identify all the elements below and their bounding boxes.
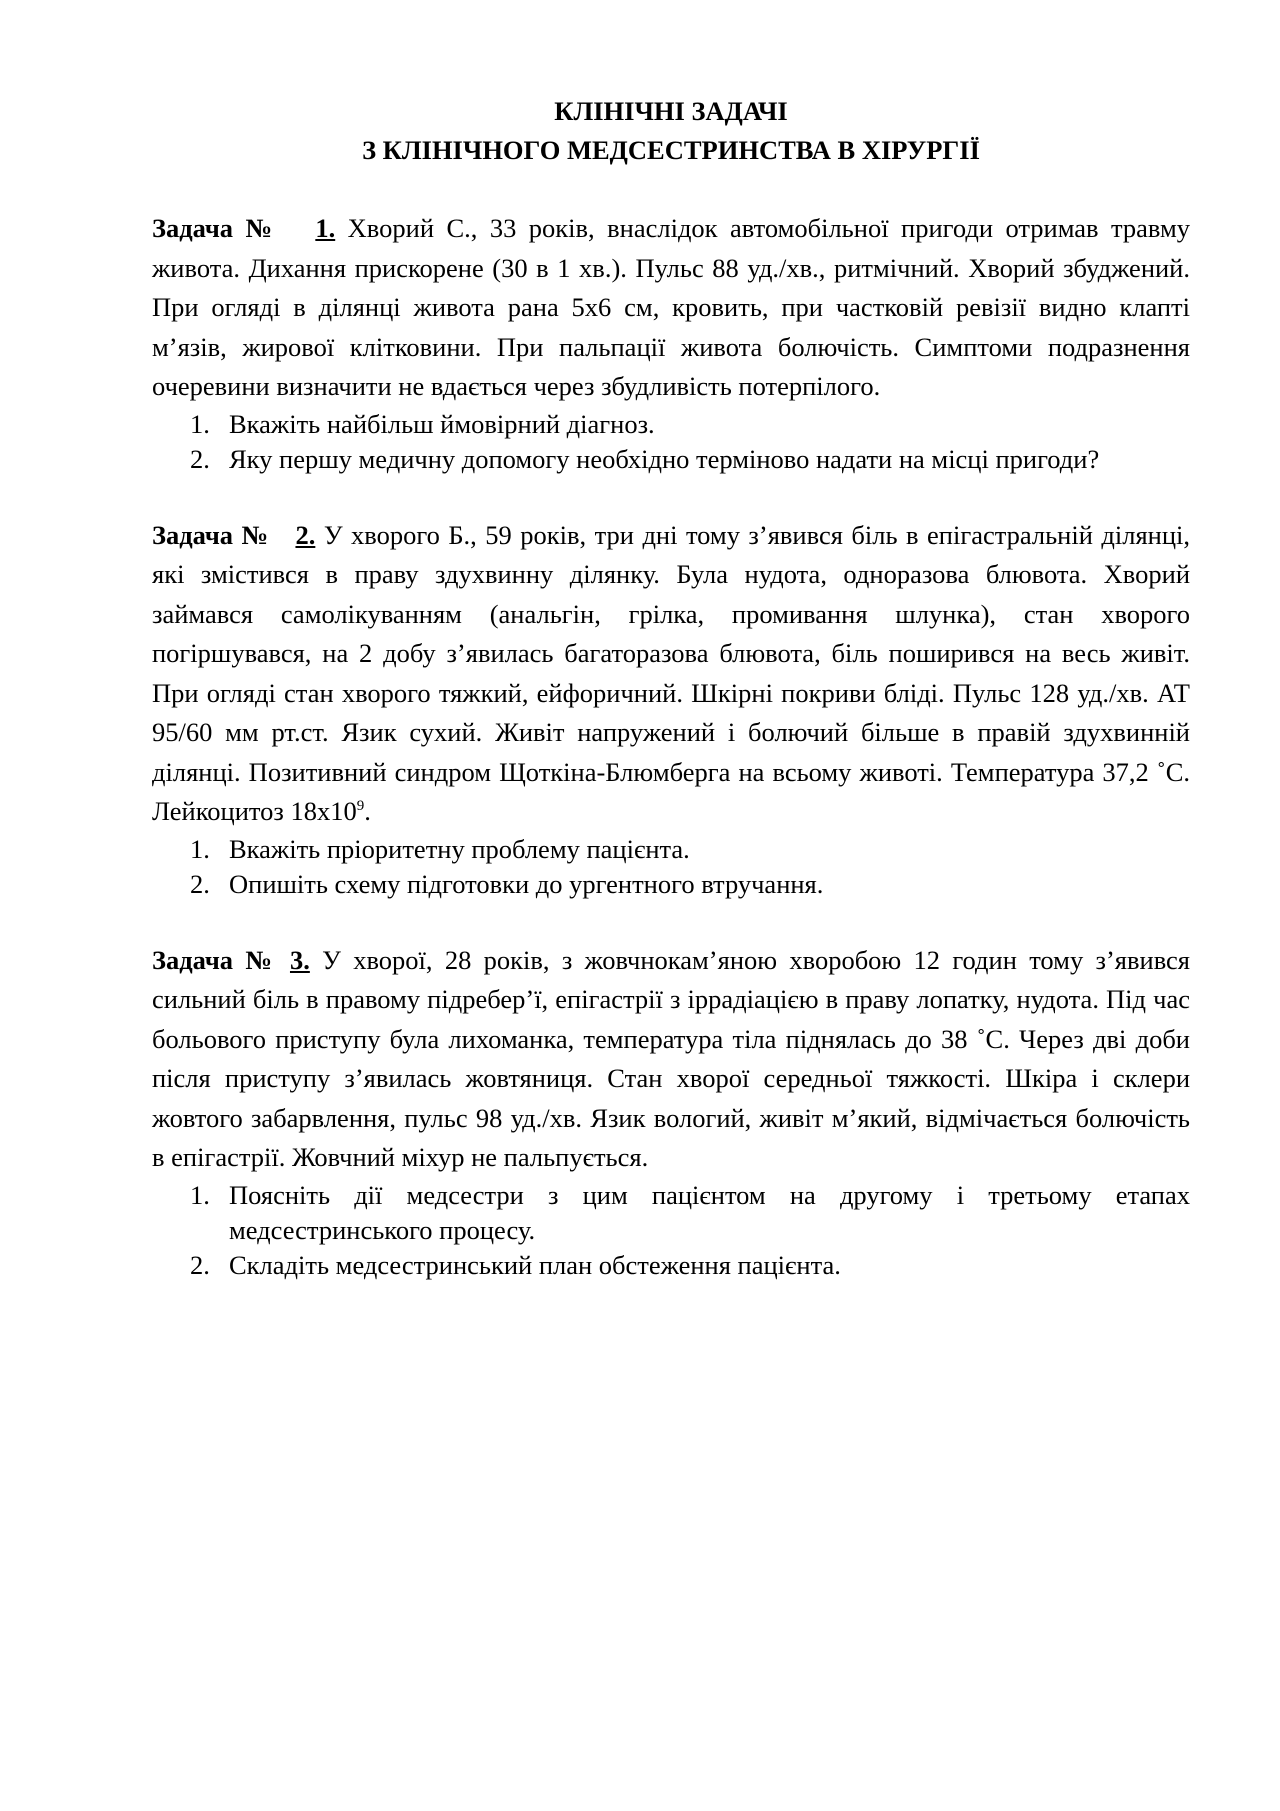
task-label: Задача № bbox=[152, 519, 270, 550]
question-text: Яку першу медичну допомогу необхідно терміново надати на місці пригоди? bbox=[229, 443, 1100, 474]
task-1 bbox=[152, 209, 1190, 477]
task-number: 2. bbox=[295, 519, 316, 550]
superscript: 9 bbox=[356, 798, 365, 815]
task-text: У хворої, 28 років, з жовчнокам’яною хворобою 12 годин тому з’явився сильний біль в правому підребер’ї, епігастрії з іррадіацією в праву лопатку, нудота. Під час больового приступу була лихоманка, температура тіла піднялась до 38 ˚С. Через дві доби після приступу з’явилась жовтяниця. Стан хворої середньої тяжкості. Шкіра і склери жовтого забарвлення, пульс 98 уд./хв. Язик вологий, живіт м’який, відмічається болючість в епігастрії. Жовчний міхур не пальпується. bbox=[152, 944, 1190, 1172]
title-line-1: КЛІНІЧНІ ЗАДАЧІ bbox=[554, 96, 788, 126]
question-text: Поясніть дії медсестри з цим пацієнтом на другому і третьому етапах медсестринського процесу. bbox=[229, 1179, 1190, 1245]
question-number: 1. bbox=[190, 408, 210, 439]
task-label: Задача № bbox=[152, 944, 278, 975]
title-line-2: З КЛІНІЧНОГО МЕДСЕСТРИНСТВА В ХІРУРГІЇ bbox=[362, 135, 980, 165]
question-item bbox=[152, 1248, 1190, 1283]
question-item bbox=[152, 407, 1190, 442]
question-item bbox=[152, 1178, 1190, 1248]
task-text-end: . bbox=[364, 796, 371, 826]
task-label: Задача № bbox=[152, 213, 278, 243]
question-item bbox=[152, 832, 1190, 867]
task-2-body bbox=[152, 516, 1190, 832]
question-text: Вкажіть найбільш ймовірний діагноз. bbox=[229, 408, 655, 439]
question-item bbox=[152, 442, 1190, 477]
task-1-questions bbox=[152, 407, 1190, 477]
task-text: Хворий С., 33 років, внаслідок автомобільної пригоди отримав травму живота. Дихання прискорене (30 в 1 хв.). Пульс 88 уд./хв., ритмічний. Хворий збуджений. При огляді в ділянці живота рана 5х6 см, кровить, при частковій ревізії видно клапті м’язів, жирової клітковини. При пальпації живота болючість. Симптоми подразнення очеревини визначити не вдається через збудливість потерпілого. bbox=[152, 213, 1191, 401]
question-number: 2. bbox=[190, 868, 210, 899]
question-text: Складіть медсестринський план обстеження пацієнта. bbox=[229, 1249, 841, 1280]
task-3-body bbox=[152, 941, 1190, 1178]
task-2-questions bbox=[152, 832, 1190, 902]
question-text: Опишіть схему підготовки до ургентного втручання. bbox=[229, 868, 824, 899]
document-title bbox=[152, 92, 1190, 170]
question-number: 1. bbox=[190, 1179, 210, 1210]
document-page bbox=[152, 92, 1190, 1283]
task-text: У хворого Б., 59 років, три дні тому з’явився біль в епігастральній ділянці, які змістився в праву здухвинну ділянку. Була нудота, одноразова блювота. Хворий займався самолікуванням (анальгін, грілка, промивання шлунка), стан хворого погіршувався, на 2 добу з’явилась багаторазова блювота, біль поширився на весь живіт. При огляді стан хворого тяжкий, ейфоричний. Шкірні покриви бліді. Пульс 128 уд./хв. АТ 95/60 мм рт.ст. Язик сухий. Живіт напружений і болючий більше в правій здухвинній ділянці. Позитивний синдром Щоткіна-Блюмберга на всьому животі. Температура 37,2 ˚С. Лейкоцитоз 18х10 bbox=[152, 519, 1191, 826]
task-number: 3. bbox=[289, 944, 310, 975]
task-3 bbox=[152, 941, 1190, 1283]
task-2 bbox=[152, 516, 1190, 902]
task-3-questions bbox=[152, 1178, 1190, 1283]
question-number: 2. bbox=[190, 1249, 210, 1280]
question-number: 2. bbox=[190, 443, 210, 474]
question-number: 1. bbox=[190, 833, 210, 864]
task-1-body bbox=[152, 209, 1190, 407]
question-item bbox=[152, 867, 1190, 902]
question-text: Вкажіть пріоритетну проблему пацієнта. bbox=[229, 833, 690, 864]
task-number: 1. bbox=[315, 213, 336, 243]
